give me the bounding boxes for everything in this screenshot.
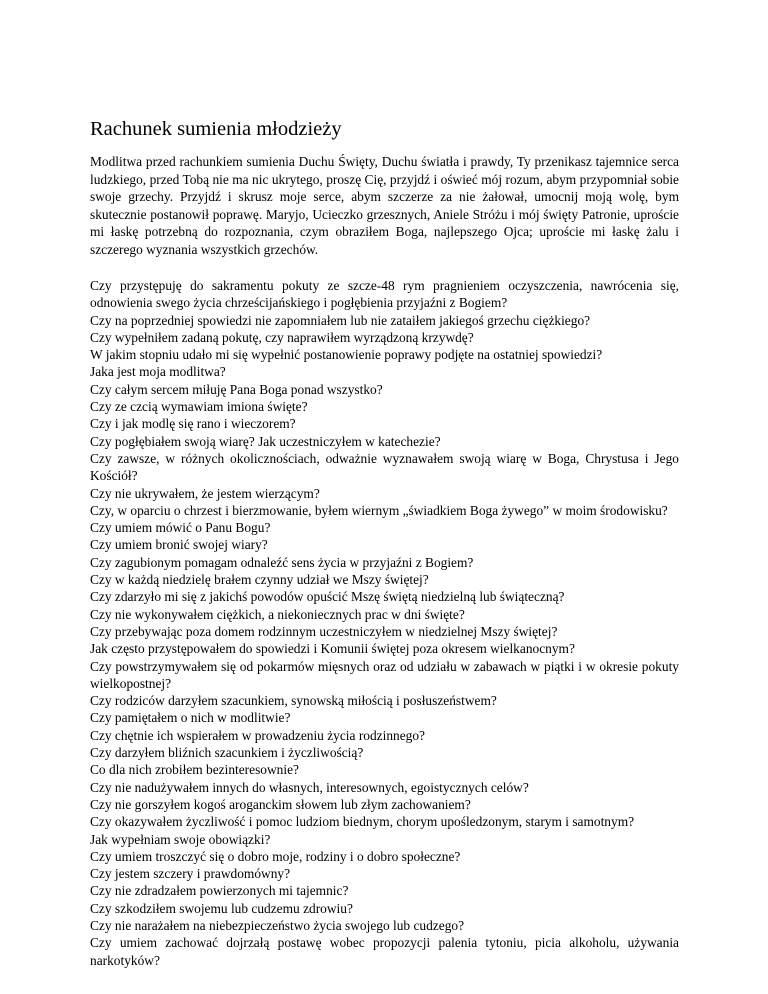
question-item: Czy darzyłem bliźnich szacunkiem i życzliwością?: [90, 745, 364, 761]
question-item: Jak często przystępowałem do spowiedzi i Komunii świętej poza okresem wielkanocnym?: [90, 641, 575, 657]
question-item: Czy zagubionym pomagam odnaleźć sens życia w przyjaźni z Bogiem?: [90, 554, 474, 570]
question-item: Czy nie zdradzałem powierzonych mi tajemnic?: [90, 883, 349, 899]
question-item: Czy rodziców darzyłem szacunkiem, synowską miłością i posłuszeństwem?: [90, 693, 497, 709]
question-item: Czy nie gorszyłem kogoś aroganckim słowem lub złym zachowaniem?: [90, 796, 471, 812]
question-item: Jaka jest moja modlitwa?: [90, 364, 226, 380]
question-item: Czy szkodziłem swojemu lub cudzemu zdrowiu?: [90, 900, 353, 916]
question-item: Czy pogłębiałem swoją wiarę? Jak uczestniczyłem w katechezie?: [90, 433, 441, 449]
question-item: Czy nie nadużywałem innych do własnych, interesownych, egoistycznych celów?: [90, 779, 529, 795]
questions-list: [90, 277, 679, 969]
question-item: Jak wypełniam swoje obowiązki?: [90, 831, 271, 847]
question-item: Czy umiem bronić swojej wiary?: [90, 537, 268, 553]
question-item: Czy umiem troszczyć się o dobro moje, rodziny i o dobro społeczne?: [90, 848, 461, 864]
question-item: Czy umiem mówić o Panu Bogu?: [90, 520, 271, 536]
question-item: Czy i jak modlę się rano i wieczorem?: [90, 416, 296, 432]
question-item: Czy na poprzedniej spowiedzi nie zapomniałem lub nie zataiłem jakiegoś grzechu ciężkiego?: [90, 312, 591, 328]
question-item: Czy przebywając poza domem rodzinnym uczestniczyłem w niedzielnej Mszy świętej?: [90, 623, 558, 639]
question-item: Czy zawsze, w różnych okolicznościach, odważnie wyznawałem swoją wiarę w Boga, Chrystusa i Jego Kościół?: [90, 450, 679, 484]
question-item: Czy zdarzyło mi się z jakichś powodów opuścić Mszę świętą niedzielną lub świąteczną?: [90, 589, 565, 605]
question-item: Czy w każdą niedzielę brałem czynny udział we Mszy świętej?: [90, 572, 429, 588]
question-item: Czy jestem szczery i prawdomówny?: [90, 866, 291, 882]
question-item: Czy nie ukrywałem, że jestem wierzącym?: [90, 485, 320, 501]
question-item: Czy wypełniłem zadaną pokutę, czy naprawiłem wyrządzoną krzywdę?: [90, 329, 474, 345]
question-item: W jakim stopniu udało mi się wypełnić postanowienie poprawy podjęte na ostatniej spowiedzi?: [90, 347, 603, 363]
question-item: Co dla nich zrobiłem bezinteresownie?: [90, 762, 299, 778]
question-item: Czy pamiętałem o nich w modlitwie?: [90, 710, 291, 726]
question-item: Czy ze czcią wymawiam imiona święte?: [90, 399, 308, 415]
question-item: Czy powstrzymywałem się od pokarmów mięsnych oraz od udziału w zabawach w piątki i w okresie pokuty wielkopostnej?: [90, 658, 679, 691]
question-item: Czy chętnie ich wspierałem w prowadzeniu życia rodzinnego?: [90, 727, 426, 743]
prayer-paragraph: Modlitwa przed rachunkiem sumienia Duchu Święty, Duchu światła i prawdy, Ty przenikasz tajemnice serca ludzkiego, przed Tobą nie ma nic ukrytego, proszę Cię, przyjdź i oświeć mój rozum, abym przypomniał sobie swoje grzechy. Przyjdź i skrusz moje serce, abym szczerze za nie żałował, umocnij moją wolę, bym skutecznie postanowił poprawę. Maryjo, Ucieczko grzesznych, Aniele Stróżu i mój święty Patronie, uproście mi łaskę potrzebną do rozpoznania, czym obraziłem Boga, najlepszego Ojca; uproście mi łaskę żalu i szczerego wyznania wszystkich grzechów.: [90, 154, 679, 257]
question-item: Czy okazywałem życzliwość i pomoc ludziom biednym, chorym upośledzonym, starym i samotnym?: [90, 814, 635, 830]
question-item: Czy całym sercem miłuję Pana Boga ponad wszystko?: [90, 381, 383, 397]
question-item: Czy umiem zachować dojrzałą postawę wobec propozycji palenia tytoniu, picia alkoholu, używania narkotyków?: [90, 935, 679, 968]
question-item: Czy przystępuję do sakramentu pokuty ze szcze-48 rym pragnieniem oczyszczenia, nawrócenia się, odnowienia swego życia chrześcijańskiego i pogłębienia przyjaźni z Bogiem?: [90, 278, 679, 311]
document-title: Rachunek sumienia młodzieży: [90, 118, 342, 140]
question-item: Czy nie narażałem na niebezpieczeństwo życia swojego lub cudzego?: [90, 917, 465, 933]
document-page: [90, 117, 679, 969]
question-item: Czy nie wykonywałem ciężkich, a niekoniecznych prac w dni święte?: [90, 606, 465, 622]
question-item: Czy, w oparciu o chrzest i bierzmowanie, byłem wiernym „świadkiem Boga żywego” w moim środowisku?: [90, 502, 668, 518]
